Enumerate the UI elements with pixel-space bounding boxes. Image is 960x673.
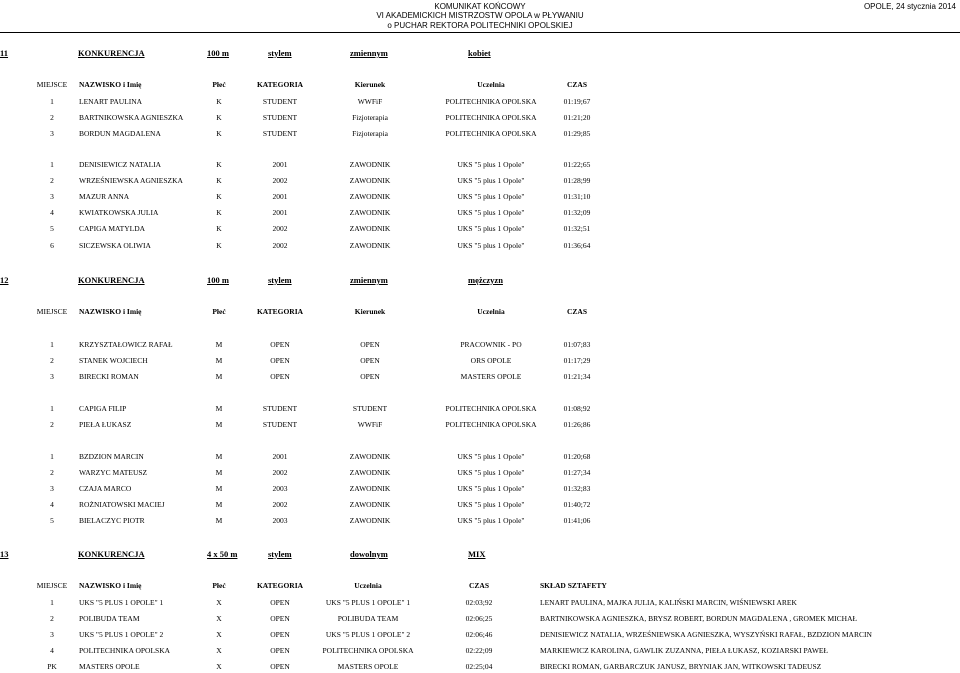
table-cell: ZAWODNIK [349, 176, 391, 186]
table-cell: K [216, 192, 222, 202]
table-cell: UKS "5 plus 1 Opole" [457, 452, 525, 461]
table-cell: 2002 [272, 176, 288, 186]
event-distance: 100 m [207, 48, 229, 58]
column-header: KATEGORIA [256, 307, 304, 316]
table-cell: UKS "5 PLUS 1 OPOLE" 2 [325, 630, 411, 640]
table-cell: OPEN [270, 340, 290, 349]
table-cell: ZAWODNIK [349, 240, 391, 250]
table-cell: 01:32;09 [563, 208, 591, 218]
event-distance: 100 m [207, 275, 229, 285]
table-cell: OPEN [270, 356, 290, 366]
table-cell: PIEŁA ŁUKASZ [79, 420, 132, 430]
table-cell: 01:41;06 [563, 516, 591, 526]
column-header: Płeć [212, 80, 226, 89]
table-cell: X [216, 598, 222, 607]
table-cell: 01:27;34 [563, 468, 591, 478]
table-cell: K [216, 176, 222, 186]
table-cell: PK [47, 662, 57, 672]
table-cell: 01:22;65 [563, 160, 591, 169]
table-cell: ZAWODNIK [349, 160, 391, 169]
table-cell: K [216, 113, 222, 123]
table-cell: 2002 [272, 468, 288, 478]
table-cell: ZAWODNIK [349, 484, 391, 494]
table-cell: KWIATKOWSKA JULIA [79, 208, 159, 218]
table-cell: 02:25;04 [465, 662, 493, 672]
event-label: KONKURENCJA [78, 549, 145, 559]
table-cell: ZAWODNIK [349, 224, 391, 234]
table-cell: OPEN [360, 372, 380, 382]
table-cell: 01:32;83 [563, 484, 591, 494]
table-cell: K [216, 208, 222, 218]
table-cell: UKS "5 plus 1 Opole" [457, 240, 525, 250]
table-cell: M [215, 468, 223, 478]
table-cell: CAPIGA MATYLDA [79, 224, 146, 234]
table-cell: WRZEŚNIEWSKA AGNIESZKA [79, 176, 183, 186]
table-cell: 01:19;67 [563, 97, 591, 106]
table-cell: ZAWODNIK [349, 468, 391, 478]
table-cell: 1 [50, 97, 54, 106]
header-line-2: VI AKADEMICKICH MISTRZOSTW OPOLA w PŁYWANIU [376, 11, 584, 21]
table-cell: 2 [50, 614, 54, 624]
table-cell: 5 [50, 516, 54, 526]
table-cell: KRZYSZTAŁOWICZ RAFAŁ [79, 340, 173, 349]
column-header: CZAS [566, 80, 588, 89]
table-cell: 2 [50, 420, 54, 430]
table-cell: POLITECHNIKA OPOLSKA [445, 404, 537, 413]
event-label: KONKURENCJA [78, 48, 145, 58]
table-cell: 3 [50, 372, 54, 382]
table-cell: 01:17;29 [563, 356, 591, 366]
table-cell: K [216, 224, 222, 234]
table-cell: 01:08;92 [563, 404, 591, 413]
table-cell: 2001 [272, 192, 288, 202]
table-cell: 1 [50, 452, 54, 461]
table-cell: SICZEWSKA OLIWIA [79, 240, 151, 250]
table-cell: OPEN [360, 340, 380, 349]
table-cell: ROŻNIATOWSKI MACIEJ [79, 500, 165, 510]
table-cell: BIELACZYC PIOTR [79, 516, 145, 526]
table-cell: POLIBUDA TEAM [337, 614, 399, 624]
table-cell: 01:32;51 [563, 224, 591, 234]
table-cell: 4 [50, 646, 54, 656]
table-cell: UKS "5 plus 1 Opole" [457, 160, 525, 169]
table-cell: 02:03;92 [465, 598, 493, 607]
event-style-word: stylem [268, 275, 292, 285]
event-number: 12 [0, 275, 9, 285]
table-cell: 01:20;68 [563, 452, 591, 461]
header-date: OPOLE, 24 stycznia 2014 [863, 2, 956, 11]
column-header: CZAS [468, 581, 490, 590]
table-cell: 01:07;83 [563, 340, 591, 349]
table-cell: M [215, 340, 223, 349]
table-cell: 01:21;20 [563, 113, 591, 123]
table-cell: 3 [50, 192, 54, 202]
table-cell: POLITECHNIKA OPOLSKA [445, 420, 537, 430]
event-distance: 4 x 50 m [207, 549, 238, 559]
table-cell: WARZYC MATEUSZ [79, 468, 148, 478]
table-cell: UKS "5 plus 1 Opole" [457, 468, 525, 478]
column-header: Uczelnia [354, 581, 382, 590]
table-cell: 2003 [272, 484, 288, 494]
column-header: CZAS [566, 307, 588, 316]
column-header: KATEGORIA [256, 80, 304, 89]
table-cell: 1 [50, 598, 54, 607]
table-cell: STUDENT [262, 113, 298, 123]
event-number: 13 [0, 549, 9, 559]
header-divider [0, 32, 960, 33]
table-cell: ZAWODNIK [349, 500, 391, 510]
table-cell: 1 [50, 404, 54, 413]
table-cell: UKS "5 plus 1 Opole" [457, 176, 525, 186]
table-cell: K [216, 160, 222, 169]
table-cell: 5 [50, 224, 54, 234]
event-style: zmiennym [350, 275, 388, 285]
column-header: Płeć [212, 307, 226, 316]
table-cell: DENISIEWICZ NATALIA, WRZEŚNIEWSKA AGNIESZKA, WYSZYŃSKI RAFAŁ, BZDZION MARCIN [540, 630, 872, 640]
table-cell: UKS "5 plus 1 Opole" [457, 516, 525, 526]
table-cell: STUDENT [352, 404, 388, 413]
table-cell: 1 [50, 340, 54, 349]
table-cell: BARTNIKOWSKA AGNIESZKA [79, 113, 184, 123]
table-cell: OPEN [270, 646, 290, 656]
table-cell: UKS "5 plus 1 Opole" [457, 192, 525, 202]
table-cell: LENART PAULINA [79, 97, 143, 106]
table-cell: UKS "5 PLUS 1 OPOLE" 1 [79, 598, 164, 607]
column-header: MIEJSCE [36, 80, 68, 89]
table-cell: CZAJA MARCO [79, 484, 132, 494]
table-cell: X [216, 614, 222, 624]
table-cell: MASTERS OPOLE [460, 372, 522, 382]
event-gender: kobiet [468, 48, 491, 58]
column-header: Kierunek [354, 307, 386, 316]
table-cell: MARKIEWICZ KAROLINA, GAWLIK ZUZANNA, PIEŁA ŁUKASZ, KOZIARSKI PAWEŁ [540, 646, 829, 656]
table-cell: UKS "5 plus 1 Opole" [457, 224, 525, 234]
event-number: 11 [0, 48, 9, 58]
table-cell: STANEK WOJCIECH [79, 356, 148, 366]
table-cell: M [215, 420, 223, 430]
table-cell: 2003 [272, 516, 288, 526]
table-cell: PRACOWNIK - PO [460, 340, 522, 349]
column-header: KATEGORIA [256, 581, 304, 590]
table-cell: M [215, 404, 223, 413]
table-cell: MASTERS OPOLE [337, 662, 399, 672]
event-style-word: stylem [268, 549, 292, 559]
table-cell: 02:06;25 [465, 614, 493, 624]
table-cell: 3 [50, 129, 54, 139]
table-cell: DENISIEWICZ NATALIA [79, 160, 162, 169]
column-header: NAZWISKO i Imię [79, 80, 142, 89]
table-cell: UKS "5 PLUS 1 OPOLE" 1 [325, 598, 411, 607]
event-gender: MIX [468, 549, 486, 559]
table-cell: 02:06;46 [465, 630, 493, 640]
table-cell: 2 [50, 113, 54, 123]
table-cell: ZAWODNIK [349, 452, 391, 461]
table-cell: 2002 [272, 500, 288, 510]
table-cell: 4 [50, 208, 54, 218]
table-cell: WWFiF [357, 420, 383, 430]
table-cell: OPEN [270, 630, 290, 640]
table-cell: 3 [50, 484, 54, 494]
table-cell: WWFiF [357, 97, 383, 106]
table-cell: UKS "5 plus 1 Opole" [457, 500, 525, 510]
table-cell: 01:28;99 [563, 176, 591, 186]
table-cell: BZDZION MARCIN [79, 452, 144, 461]
table-cell: 2002 [272, 224, 288, 234]
table-cell: K [216, 129, 222, 139]
table-cell: M [215, 484, 223, 494]
table-cell: 4 [50, 500, 54, 510]
table-cell: LENART PAULINA, MAJKA JULIA, KALIŃSKI MARCIN, WIŚNIEWSKI AREK [540, 598, 797, 607]
table-cell: ZAWODNIK [349, 208, 391, 218]
event-gender: mężczyzn [468, 275, 503, 285]
table-cell: 02:22;09 [465, 646, 493, 656]
table-cell: 2001 [272, 452, 288, 461]
table-cell: OPEN [360, 356, 380, 366]
event-style-word: stylem [268, 48, 292, 58]
table-cell: 01:40;72 [563, 500, 591, 510]
table-cell: ZAWODNIK [349, 192, 391, 202]
column-header: Płeć [212, 581, 226, 590]
table-cell: MAZUR ANNA [79, 192, 130, 202]
table-cell: OPEN [270, 372, 290, 382]
column-header: MIEJSCE [36, 581, 68, 590]
table-cell: STUDENT [262, 404, 298, 413]
table-cell: ORS OPOLE [470, 356, 512, 366]
table-cell: Fizjoterapia [352, 113, 388, 123]
table-cell: 3 [50, 630, 54, 640]
table-cell: X [216, 662, 222, 672]
table-cell: BIRECKI ROMAN, GARBARCZUK JANUSZ, BRYNIAK JAN, WITKOWSKI TADEUSZ [540, 662, 822, 672]
table-cell: X [216, 630, 222, 640]
table-cell: 2002 [272, 240, 288, 250]
table-cell: STUDENT [262, 129, 298, 139]
column-header: Uczelnia [477, 307, 505, 316]
table-cell: 2 [50, 468, 54, 478]
table-cell: STUDENT [262, 420, 298, 430]
table-cell: BORDUN MAGDALENA [79, 129, 161, 139]
table-cell: POLITECHNIKA OPOLSKA [445, 97, 537, 106]
table-cell: BIRECKI ROMAN [79, 372, 139, 382]
table-cell: 2 [50, 176, 54, 186]
table-cell: K [216, 97, 222, 106]
column-header: Kierunek [354, 80, 386, 89]
table-cell: M [215, 516, 223, 526]
event-label: KONKURENCJA [78, 275, 145, 285]
table-cell: OPEN [270, 662, 290, 672]
table-cell: 01:36;64 [563, 240, 591, 250]
column-header: NAZWISKO i Imię [79, 307, 142, 316]
table-cell: OPEN [270, 614, 290, 624]
table-cell: BARTNIKOWSKA AGNIESZKA, BRYSZ ROBERT, BORDUN MAGDALENA , GROMEK MICHAŁ [540, 614, 858, 624]
table-cell: UKS "5 plus 1 Opole" [457, 484, 525, 494]
header-line-1: KOMUNIKAT KOŃCOWY [434, 2, 526, 11]
column-header: MIEJSCE [36, 307, 68, 316]
table-cell: POLITECHNIKA OPOLSKA [445, 129, 537, 139]
column-header: Uczelnia [477, 80, 505, 89]
column-header: SKŁAD SZTAFETY [540, 581, 607, 590]
event-style: dowolnym [350, 549, 388, 559]
table-cell: Fizjoterapia [352, 129, 388, 139]
column-header: NAZWISKO i Imię [79, 581, 142, 590]
table-cell: 01:31;10 [563, 192, 591, 202]
header-line-3: o PUCHAR REKTORA POLITECHNIKI OPOLSKIEJ [387, 20, 573, 30]
table-cell: POLITECHNIKA OPOLSKA [79, 646, 171, 656]
table-cell: 1 [50, 160, 54, 169]
table-cell: POLIBUDA TEAM [79, 614, 140, 624]
table-cell: 01:26;86 [563, 420, 591, 430]
table-cell: ZAWODNIK [349, 516, 391, 526]
table-cell: UKS "5 plus 1 Opole" [457, 208, 525, 218]
table-cell: 6 [50, 240, 54, 250]
table-cell: 2001 [272, 208, 288, 218]
table-cell: M [215, 452, 223, 461]
event-style: zmiennym [350, 48, 388, 58]
table-cell: 01:29;85 [563, 129, 591, 139]
table-cell: STUDENT [262, 97, 298, 106]
table-cell: 2 [50, 356, 54, 366]
table-cell: X [216, 646, 222, 656]
table-cell: POLITECHNIKA OPOLSKA [322, 646, 414, 656]
table-cell: M [215, 500, 223, 510]
table-cell: MASTERS OPOLE [79, 662, 140, 672]
table-cell: OPEN [270, 598, 290, 607]
table-cell: M [215, 356, 223, 366]
table-cell: K [216, 240, 222, 250]
table-cell: UKS "5 PLUS 1 OPOLE" 2 [79, 630, 164, 640]
table-cell: M [215, 372, 223, 382]
table-cell: POLITECHNIKA OPOLSKA [445, 113, 537, 123]
table-cell: CAPIGA FILIP [79, 404, 127, 413]
table-cell: 2001 [272, 160, 288, 169]
table-cell: 01:21;34 [563, 372, 591, 382]
